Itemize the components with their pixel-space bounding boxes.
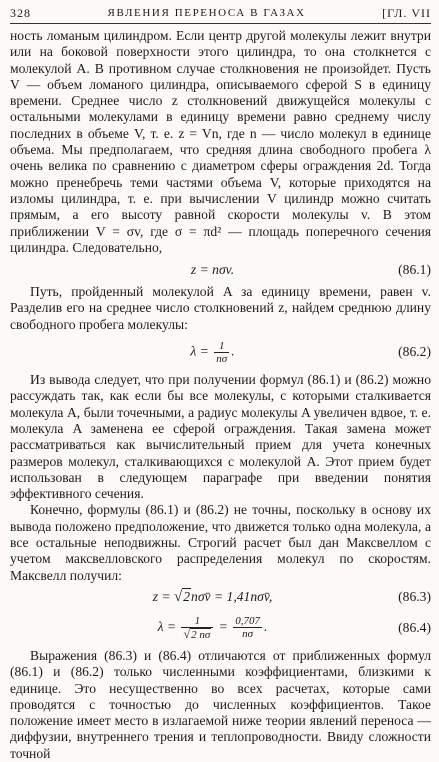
paragraph-2: Путь, пройденный молекулой A за единицу времени, равен v. Разделив его на среднее число столкновений z, найдем среднюю длину свободного пробега молекулы: (10, 284, 431, 332)
equation-86-3-number: (86.3) (398, 589, 431, 605)
equation-86-4-number: (86.4) (398, 619, 431, 635)
equation-86-1 (10, 260, 431, 279)
equals-sign: = (218, 619, 228, 635)
equation-86-4-lhs: λ = (157, 619, 177, 635)
paragraph-4: Конечно, формулы (86.1) и (86.2) не точны, поскольку в основу их вывода положено предположение, что движется только одна молекула, а все остальные неподвижны. Строгий расчет был дан Максвеллом с учетом максвелловского распределения молекул по скоростям. Максвелл получил: (10, 502, 431, 583)
equation-86-4 (10, 612, 431, 644)
page-number: 328 (10, 6, 31, 20)
running-header (10, 4, 431, 22)
equation-86-2-number: (86.2) (398, 344, 431, 360)
paragraph-1: ность ломаным цилиндром. Если центр другой молекулы лежит внутри или на боковой поверхности этого цилиндра, то она столкнется с молекулой A. В противном случае столкновения не произойдет. Пусть V — объем ломаного цилиндра, описываемого сферой S в единицу времени. Среднее число z столкновений движущейся молекулы с остальными молекулами в единицу времени равно среднему числу последних в объеме V, т. е. z = Vn, где n — число молекул в единице объема. Мы предполагаем, что средняя длина свободного пробега λ очень велика по сравнению с диаметром сферы ограждения 2d. Тогда можно пренебречь теми частями объема V, которые приходятся на изломы цилиндра, т. е. при вычислении V цилиндр можно считать прямым, а его высоту равной скорости молекулы v. В этом приближении V = σv, где σ = πd² — площадь поперечного сечения цилиндра. Следовательно, (10, 28, 431, 255)
header-rule (10, 23, 431, 24)
equation-86-2-end: . (231, 343, 235, 359)
book-page (10, 4, 431, 762)
equation-86-3 (10, 588, 431, 607)
fraction-numerator: 1 (214, 340, 229, 353)
sqrt-radicand: 2 nσ (191, 628, 211, 641)
equation-86-1-number: (86.1) (398, 261, 431, 277)
paragraph-5: Выражения (86.3) и (86.4) отличаются от приближенных формул (86.1) и (86.2) только численными коэффициентами, близкими к единице. Это несущественно во всех расчетах, которые сами проводятся с точностью до численных коэффициентов. Такое положение имеет место в излагаемой ниже теории явлений переноса — диффузии, внутреннего трения и теплопроводности. Ввиду сложности точной (10, 647, 431, 761)
equation-86-2-formula (10, 340, 379, 365)
equation-86-3-lhs: z = (152, 588, 171, 604)
running-title: ЯВЛЕНИЯ ПЕРЕНОСА В ГАЗАХ (107, 7, 306, 19)
sqrt-icon: √ (183, 626, 191, 641)
equation-86-4-end: . (264, 619, 268, 635)
equation-86-2-fraction (214, 340, 229, 365)
equation-86-4-formula (10, 615, 379, 641)
fraction-denominator: nσ (216, 352, 228, 365)
fraction-numerator: 1 (181, 615, 213, 628)
equation-86-3-rest: nσv̄ = 1,41nσv̄, (191, 588, 273, 604)
sqrt-radicand: 2 (183, 588, 191, 604)
fraction-denominator (181, 628, 213, 641)
fraction-numerator: 0,707 (235, 615, 260, 628)
equation-86-2-lhs: λ = (190, 343, 209, 359)
equation-86-3-formula (10, 589, 379, 606)
chapter-label: [ГЛ. VII (382, 6, 431, 20)
sqrt-icon: √ (174, 588, 183, 605)
equation-86-4-fraction-2 (233, 615, 262, 640)
paragraph-3: Из вывода следует, что при получении формул (86.1) и (86.2) можно рассуждать так, как если бы все молекулы, с которыми сталкивается молекула A, были точечными, а радиус молекулы A увеличен вдвое, т. е. молекула A заменена ее сферой ограждения. Такая замена может рассматриваться как вычислительный прием для учета конечных размеров молекул, сталкивающихся с молекулой A. Этот прием будет использован в следующем параграфе при введении понятия эффективного сечения. (10, 372, 431, 502)
equation-86-4-fraction-1 (181, 615, 213, 641)
equation-86-2 (10, 336, 431, 368)
fraction-denominator: nσ (242, 628, 254, 641)
equation-86-1-formula: z = nσv. (190, 261, 235, 277)
